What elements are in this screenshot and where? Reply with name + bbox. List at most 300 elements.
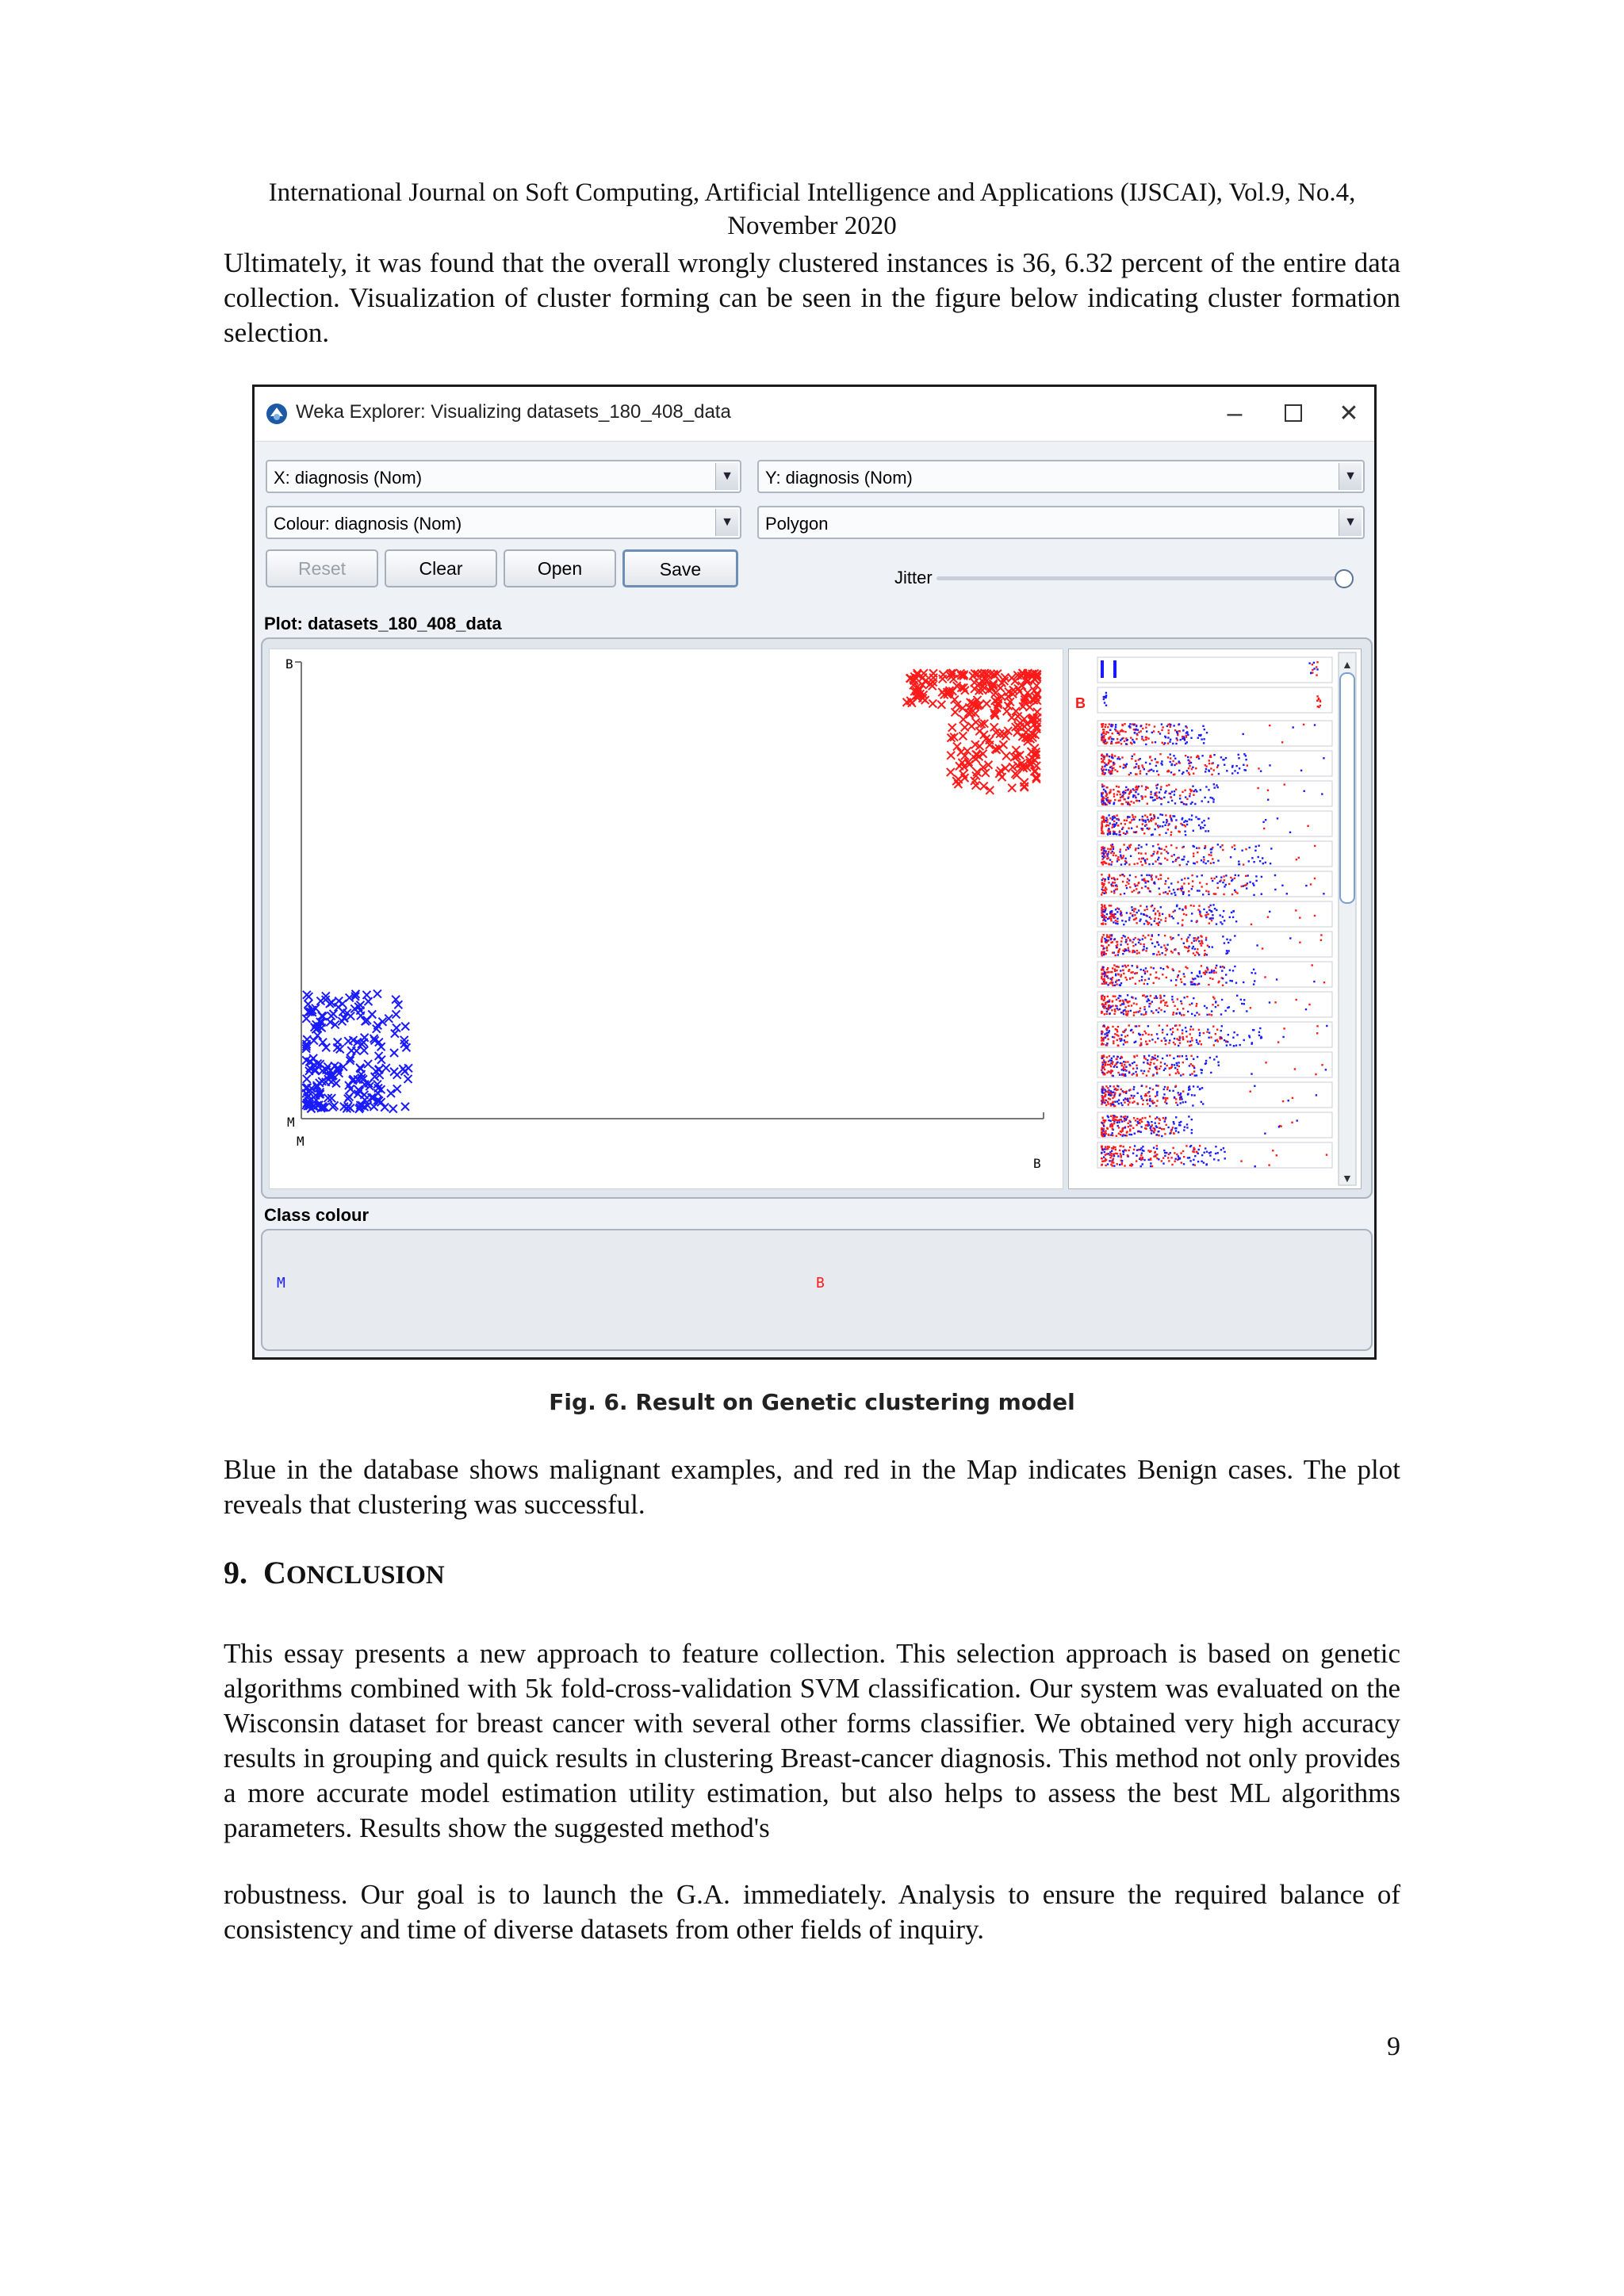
attribute-point [1107, 853, 1109, 855]
attribute-point [1114, 1092, 1116, 1093]
attribute-point [1132, 965, 1133, 966]
attribute-point [1217, 1062, 1219, 1063]
attribute-point [1225, 974, 1227, 975]
attribute-point [1160, 878, 1162, 879]
point-M [344, 1037, 352, 1045]
attribute-point [1151, 855, 1152, 856]
attribute-point [1174, 729, 1176, 731]
attribute-point [1109, 1059, 1111, 1061]
attribute-point [1102, 1043, 1104, 1045]
attribute-point [1199, 1145, 1201, 1146]
reset-button[interactable]: Reset [266, 549, 378, 587]
attribute-point [1182, 791, 1183, 793]
scrollbar-thumb[interactable] [1340, 673, 1354, 903]
attribute-point [1238, 861, 1239, 863]
attribute-row[interactable] [1097, 841, 1332, 867]
attribute-row[interactable] [1097, 1082, 1332, 1108]
attribute-point [1101, 969, 1102, 970]
attribute-point [1149, 1064, 1151, 1066]
attribute-point [1104, 862, 1105, 863]
attribute-point [1103, 1101, 1105, 1103]
attribute-point [1155, 1009, 1157, 1011]
attribute-point [1193, 940, 1195, 942]
attribute-point [1222, 849, 1224, 851]
attribute-point [1197, 909, 1199, 910]
attribute-point [1124, 860, 1126, 862]
y-axis-select[interactable] [757, 460, 1365, 493]
attribute-point [1178, 1045, 1179, 1047]
attribute-point [1175, 1116, 1177, 1118]
attribute-point [1146, 1085, 1147, 1087]
attribute-point [1184, 983, 1185, 985]
attribute-point [1166, 859, 1168, 860]
attribute-point [1253, 983, 1254, 985]
attribute-point [1175, 1024, 1177, 1026]
attribute-point [1171, 999, 1173, 1001]
attribute-point [1165, 1039, 1166, 1041]
attribute-point [1120, 797, 1121, 798]
attribute-point [1188, 946, 1189, 947]
attribute-point [1208, 830, 1209, 832]
attribute-point [1153, 730, 1155, 732]
attribute-point [1230, 877, 1231, 878]
colour-select[interactable] [266, 506, 741, 539]
attribute-point [1185, 907, 1186, 909]
attribute-point [1132, 1127, 1134, 1129]
attribute-point [1189, 1089, 1190, 1090]
attribute-point [1128, 1005, 1129, 1007]
attribute-point [1123, 973, 1124, 974]
attribute-point [1130, 801, 1132, 802]
attribute-point [1101, 983, 1103, 985]
attribute-point [1201, 1101, 1202, 1103]
attribute-point [1136, 734, 1138, 736]
attribute-point [1161, 723, 1162, 725]
maximize-icon[interactable] [1270, 393, 1317, 433]
attribute-point [1205, 890, 1207, 892]
attribute-point [1194, 948, 1196, 950]
attribute-point [1157, 761, 1159, 763]
attribute-point [1194, 1074, 1196, 1076]
attribute-point [1107, 797, 1109, 798]
attribute-point [1270, 848, 1272, 849]
attribute-point [1107, 1008, 1109, 1009]
attribute-point [1186, 1123, 1188, 1125]
point-M [399, 1065, 407, 1073]
attribute-point [1231, 980, 1233, 982]
attribute-point [1137, 794, 1139, 795]
attribute-point [1160, 1062, 1162, 1063]
attribute-point [1105, 803, 1106, 805]
attribute-point [1155, 1041, 1156, 1043]
attribute-point [1120, 739, 1121, 740]
attribute-point [1125, 786, 1127, 788]
attribute-point [1253, 861, 1254, 863]
point-M [302, 1015, 310, 1023]
attribute-point [1184, 1126, 1185, 1127]
shape-select-value: Polygon [765, 514, 829, 534]
shape-select[interactable] [757, 506, 1365, 539]
attribute-point [1235, 891, 1236, 893]
attribute-point [1104, 980, 1105, 982]
attribute-point [1109, 1098, 1111, 1100]
attribute-point [1157, 817, 1159, 819]
attribute-point [1190, 1044, 1192, 1046]
plot-area[interactable] [269, 649, 1063, 1189]
attribute-point [1117, 733, 1119, 734]
attribute-point [1161, 798, 1162, 799]
attribute-point [1174, 1043, 1176, 1045]
attribute-point [1159, 797, 1160, 798]
attribute-point [1111, 1058, 1113, 1059]
attribute-point [1182, 859, 1184, 860]
attribute-point [1174, 1038, 1175, 1039]
attribute-point [1130, 1125, 1132, 1127]
attribute-point [1109, 1157, 1111, 1158]
attribute-point [1143, 923, 1145, 924]
attribute-point [1258, 1035, 1260, 1036]
attribute-point [1153, 1131, 1155, 1132]
attribute-point [1109, 916, 1110, 918]
attribute-point [1209, 978, 1211, 979]
scroll-down-icon[interactable]: ▼ [1342, 1172, 1353, 1184]
attribute-point [1201, 874, 1203, 876]
attribute-point [1108, 882, 1109, 883]
attribute-point [1132, 1068, 1134, 1070]
attribute-point [1172, 1031, 1174, 1033]
attribute-point [1141, 879, 1143, 881]
attribute-point [1110, 939, 1112, 940]
attribute-point [1284, 783, 1285, 785]
attribute-point [1126, 1131, 1128, 1133]
attribute-point [1189, 1028, 1191, 1030]
attribute-point [1166, 1065, 1167, 1066]
attribute-point [1116, 920, 1118, 922]
chevron-down-icon[interactable]: ▼ [715, 509, 738, 536]
attribute-point [1124, 764, 1126, 766]
y-tick-label-top: B [285, 656, 293, 672]
attribute-point [1120, 803, 1122, 805]
attribute-point [1166, 1005, 1168, 1007]
attribute-point [1109, 1055, 1110, 1057]
attribute-point [1162, 1096, 1164, 1098]
attribute-point [1193, 1058, 1194, 1060]
attribute-row[interactable] [1097, 687, 1332, 713]
attribute-point [1205, 830, 1206, 832]
attribute-point [1124, 1064, 1125, 1066]
attribute-point [1139, 800, 1140, 802]
attribute-point [1262, 863, 1264, 864]
attribute-point [1113, 855, 1114, 856]
attribute-point [1150, 1003, 1151, 1004]
attribute-point [1107, 1163, 1109, 1165]
attribute-point [1183, 973, 1185, 974]
attribute-point [1154, 882, 1155, 883]
attribute-point [1164, 1133, 1166, 1135]
point-M [401, 1103, 409, 1111]
attribute-point [1101, 1127, 1102, 1129]
chevron-down-icon[interactable]: ▼ [1339, 509, 1362, 536]
attribute-point [1141, 887, 1143, 889]
attribute-point [1201, 936, 1202, 937]
attribute-bars[interactable] [1069, 649, 1361, 1188]
attribute-point [1109, 1064, 1110, 1066]
attribute-point [1106, 1044, 1108, 1046]
attribute-point [1161, 1160, 1162, 1161]
attribute-point [1108, 863, 1109, 865]
attribute-point [1166, 893, 1168, 894]
attribute-point [1107, 726, 1109, 728]
attribute-point [1125, 862, 1127, 863]
attribute-point [1101, 905, 1103, 907]
attribute-point [1139, 1034, 1141, 1035]
attribute-point [1161, 760, 1162, 762]
attribute-point [1174, 1067, 1176, 1069]
attribute-point [1199, 882, 1201, 883]
attribute-point [1157, 784, 1159, 786]
attribute-point [1106, 1013, 1108, 1015]
attribute-point [1143, 740, 1144, 741]
attribute-point [1151, 1034, 1152, 1035]
attribute-point [1103, 1156, 1105, 1158]
attribute-point [1174, 949, 1176, 951]
attribute-point [1149, 1105, 1151, 1107]
attribute-point [1134, 1133, 1136, 1135]
attribute-point [1215, 971, 1216, 973]
attribute-point [1124, 792, 1126, 794]
attribute-point [1179, 1024, 1181, 1026]
attribute-point [1132, 945, 1134, 947]
attribute-point [1160, 947, 1162, 948]
jitter-slider-thumb[interactable] [1335, 569, 1354, 588]
attribute-point [1142, 728, 1143, 729]
attribute-point [1124, 1039, 1125, 1041]
attribute-point [1116, 814, 1117, 816]
attribute-point [1114, 985, 1116, 986]
minimize-icon[interactable]: – [1227, 397, 1243, 428]
attribute-point [1201, 940, 1202, 942]
attribute-point [1220, 921, 1221, 923]
x-axis-select[interactable] [266, 460, 741, 493]
attribute-point [1163, 797, 1165, 798]
attribute-point [1220, 846, 1221, 848]
attribute-point [1179, 1012, 1181, 1013]
class-legend-M[interactable]: M [277, 1275, 285, 1292]
clear-button[interactable]: Clear [385, 549, 497, 587]
attribute-point [1117, 1125, 1119, 1127]
attribute-point [1128, 1024, 1130, 1026]
save-button[interactable]: Save [622, 549, 738, 587]
attribute-point [1173, 1133, 1174, 1135]
attribute-point [1201, 859, 1202, 861]
attribute-point [1146, 905, 1147, 907]
chevron-down-icon[interactable]: ▼ [1339, 463, 1362, 490]
attribute-point [1122, 953, 1124, 955]
point-B [959, 715, 967, 723]
attribute-point [1164, 1097, 1166, 1099]
attribute-point [1145, 1013, 1147, 1015]
attribute-point [1143, 1006, 1145, 1008]
attribute-point [1109, 800, 1111, 802]
attribute-point [1169, 1067, 1170, 1069]
jitter-slider[interactable] [936, 576, 1352, 580]
attribute-point [1197, 975, 1198, 977]
attribute-point [1229, 1044, 1231, 1046]
attribute-point [1182, 1062, 1184, 1063]
attribute-point [1109, 767, 1111, 768]
attribute-panel[interactable] [1068, 649, 1362, 1189]
attribute-row[interactable] [1097, 657, 1332, 683]
attribute-point [1171, 1066, 1173, 1067]
attribute-point [1121, 1003, 1123, 1004]
attribute-point [1117, 825, 1119, 826]
attribute-point [1218, 1065, 1220, 1066]
class-legend-B[interactable]: B [816, 1275, 825, 1292]
attribute-point [1147, 1121, 1148, 1123]
attribute-point [1299, 916, 1300, 918]
attribute-point [1197, 890, 1198, 891]
attribute-point [1233, 1031, 1235, 1033]
attribute-point [1295, 909, 1297, 911]
attribute-point [1134, 1145, 1136, 1146]
scroll-up-icon[interactable]: ▲ [1342, 658, 1353, 671]
attribute-point [1240, 999, 1242, 1001]
attribute-row[interactable] [1097, 992, 1332, 1017]
attribute-point [1142, 1150, 1143, 1151]
open-button[interactable]: Open [504, 549, 616, 587]
attribute-point [1162, 825, 1163, 827]
attribute-point [1120, 940, 1122, 942]
attribute-point [1150, 791, 1151, 793]
chevron-down-icon[interactable]: ▼ [715, 463, 738, 490]
attribute-point [1216, 784, 1217, 786]
attribute-point [1222, 966, 1224, 967]
attribute-point [1243, 733, 1244, 735]
attribute-point [1103, 1059, 1105, 1061]
attribute-point [1110, 918, 1112, 920]
attribute-row[interactable] [1097, 871, 1332, 897]
attribute-point [1104, 1033, 1105, 1035]
attribute-point [1183, 1014, 1185, 1016]
attribute-point [1184, 790, 1185, 791]
attribute-point [1143, 943, 1144, 945]
attribute-point [1114, 996, 1116, 997]
attribute-point [1142, 823, 1143, 825]
attribute-point [1128, 919, 1130, 920]
attribute-point [1136, 1124, 1137, 1126]
attribute-point [1209, 918, 1211, 920]
attribute-point [1162, 742, 1163, 744]
attribute-point [1190, 1063, 1192, 1065]
attribute-point [1206, 1151, 1208, 1153]
x-tick-label-right: B [1033, 1156, 1041, 1171]
attribute-point [1147, 771, 1149, 772]
attribute-point [1166, 851, 1167, 852]
attribute-point [1252, 1029, 1254, 1031]
attribute-point [1198, 848, 1200, 849]
attribute-point [1104, 1073, 1105, 1074]
attribute-point [1145, 863, 1147, 864]
attribute-point [1163, 1070, 1165, 1071]
attribute-point [1182, 847, 1183, 848]
point-B [993, 746, 1001, 754]
attribute-point [1230, 856, 1231, 858]
attribute-point [1104, 1135, 1105, 1136]
attribute-point [1183, 825, 1185, 826]
scatter-plot[interactable] [270, 649, 1063, 1188]
attribute-mark[interactable] [1113, 660, 1116, 678]
attribute-row[interactable] [1097, 1112, 1332, 1138]
attribute-point [1124, 731, 1126, 733]
attribute-point [1101, 1100, 1102, 1101]
attribute-point [1102, 1097, 1104, 1099]
attribute-point [1128, 798, 1129, 799]
attribute-point [1102, 1063, 1104, 1065]
attribute-point [1135, 848, 1136, 849]
attribute-point [1129, 1089, 1131, 1090]
attribute-point [1123, 1151, 1124, 1153]
attribute-point [1204, 955, 1205, 956]
attribute-point [1104, 1119, 1105, 1121]
attribute-point [1162, 1031, 1163, 1033]
attribute-point [1313, 662, 1315, 664]
attribute-point [1171, 800, 1173, 802]
attribute-point [1166, 846, 1167, 848]
attribute-point [1229, 970, 1231, 971]
attribute-point [1194, 955, 1196, 956]
attribute-point [1151, 1010, 1152, 1012]
attribute-point [1159, 1024, 1160, 1026]
attribute-point [1159, 1008, 1160, 1009]
attribute-point [1141, 874, 1143, 876]
attribute-point [1254, 972, 1256, 974]
attribute-point [1250, 1091, 1251, 1093]
attribute-point [1109, 999, 1110, 1001]
attribute-point [1132, 951, 1133, 953]
attribute-point [1128, 916, 1130, 918]
attribute-point [1122, 966, 1124, 967]
attribute-point [1142, 1073, 1143, 1074]
attribute-mark[interactable] [1101, 660, 1104, 678]
attribute-point [1148, 1159, 1150, 1161]
close-icon[interactable]: ✕ [1339, 400, 1359, 427]
attribute-point [1205, 937, 1207, 939]
attribute-point [1143, 1014, 1144, 1016]
attribute-point [1183, 882, 1185, 884]
attribute-point [1243, 764, 1244, 766]
attribute-point [1139, 1119, 1140, 1121]
attribute-point [1210, 905, 1212, 906]
attribute-point [1162, 968, 1164, 970]
point-B [1002, 752, 1010, 760]
attribute-point [1191, 768, 1193, 770]
attribute-point [1196, 861, 1197, 863]
attribute-point [1188, 772, 1189, 774]
attribute-point [1127, 803, 1128, 805]
attribute-point [1165, 880, 1166, 882]
attribute-point [1126, 740, 1128, 741]
attribute-point [1109, 1085, 1111, 1087]
attribute-point [1165, 737, 1166, 738]
attribute-point [1140, 913, 1142, 914]
attribute-point [1132, 1097, 1134, 1099]
attribute-point [1120, 982, 1122, 984]
attribute-point [1207, 969, 1208, 970]
attribute-point [1124, 936, 1125, 937]
attribute-point [1105, 820, 1107, 821]
attribute-point [1231, 765, 1233, 767]
attribute-point [1133, 790, 1135, 791]
